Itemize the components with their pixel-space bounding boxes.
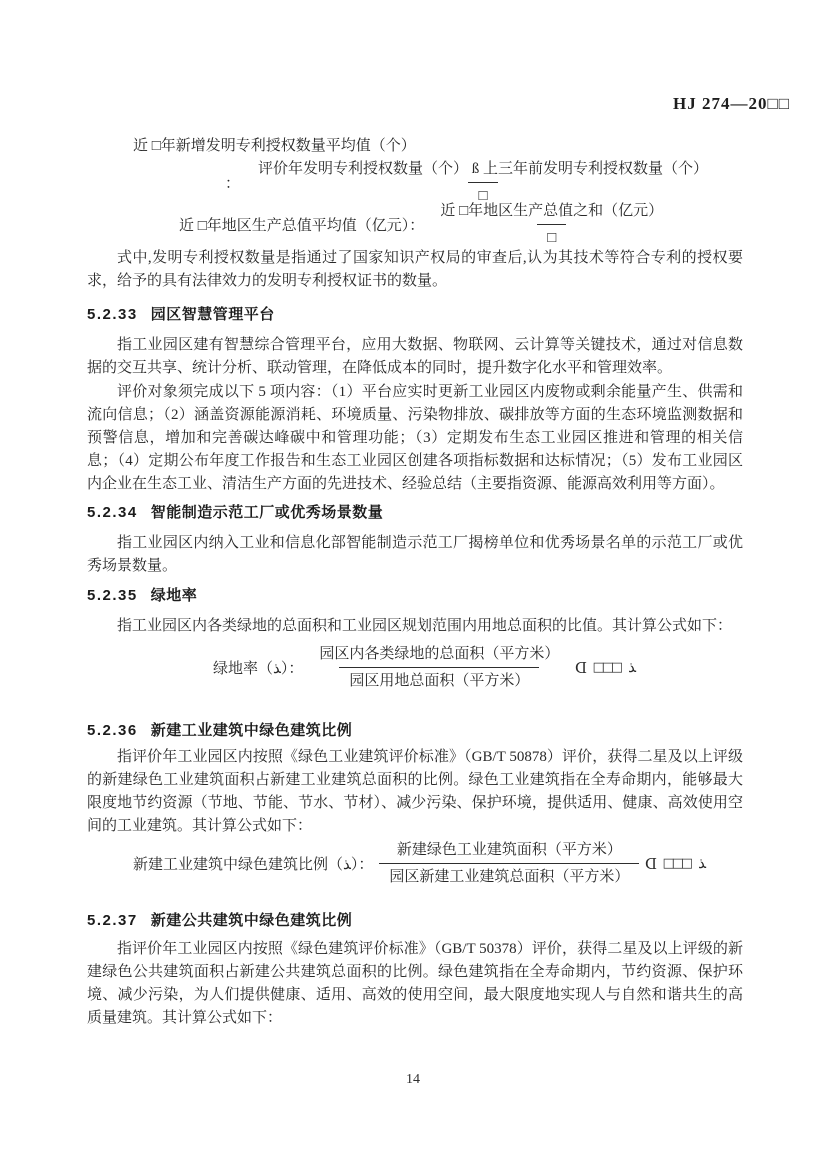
section-paragraph: 指评价年工业园区内按照《绿色工业建筑评价标准》（GB/T 50878）评价，获得二星及以上评级的新建绿色工业建筑面积占新建工业建筑总面积的比例。绿色工业建筑指在全寿命期内，能够最大限度地节约资源（节地、节能、节水、节材）、减少污染、保护环境，提供适用、健康、高效使用空间的工业建筑。其计算公式如下： — [87, 749, 743, 834]
page-number: 14 — [406, 1072, 420, 1087]
section-number: 5.2.36 — [87, 722, 138, 739]
fraction-numerator: 新建绿色工业建筑面积（平方米） — [396, 842, 622, 858]
section-title: 绿地率 — [150, 587, 198, 604]
fraction-denominator: 园区新建工业建筑总面积（平方米） — [379, 863, 639, 887]
fraction-denominator: □ — [537, 224, 566, 248]
mirrored-d-glyph: D — [645, 854, 658, 873]
section-heading-5-2-37 — [87, 909, 743, 930]
formula-patent — [87, 159, 826, 206]
section-title: 新建工业建筑中绿色建筑比例 — [150, 722, 353, 739]
fraction-denominator: □ — [468, 182, 497, 206]
fraction-numerator: 近 □年地区生产总值之和（亿元） — [440, 203, 664, 219]
section-title: 智能制造示范工厂或优秀场景数量 — [150, 504, 384, 521]
missing-glyph-boxes: □□□ — [662, 856, 690, 871]
section-heading-5-2-34 — [87, 501, 743, 522]
section-number: 5.2.35 — [87, 587, 138, 604]
formula-suffix — [645, 854, 706, 873]
mirrored-d-glyph: D — [575, 658, 588, 677]
section-number: 5.2.34 — [87, 504, 138, 521]
section-paragraph: 指评价年工业园区内按照《绿色建筑评价标准》（GB/T 50378）评价，获得二星及以上评级的新建绿色公共建筑面积占新建公共建筑总面积的比例。绿色建筑指在全寿命期内，节约资源、保护环境、减少污染，为人们提供健康、适用、高效的使用空间，最大限度地实现人与自然和谐共生的高质量建筑。其计算公式如下： — [87, 941, 743, 1026]
section-paragraph: 评价对象须完成以下 5 项内容：（1）平台应实时更新工业园区内废物或剩余能量产生、供需和流向信息；（2）涵盖资源能源消耗、环境质量、污染物排放、碳排放等方面的生态环境监测数据和预警信息，增加和完善碳达峰碳中和管理功能；（3）定期发布生态工业园区推进和管理的相关信息；（4）定期公布年度工作报告和生态工业园区创建各项指标数据和达标情况；（5）发布工业园区内企业在生态工业、清洁生产方面的先进技术、经验总结（主要指资源、能源高效利用等方面）。 — [87, 384, 743, 492]
formula-green-building — [87, 840, 789, 887]
section-heading-5-2-35 — [87, 584, 743, 605]
formula-label: 绿地率（ﺬ）： — [213, 661, 304, 677]
standard-code-header: HJ 274—20□□ — [672, 94, 790, 113]
substituted-glyph: ﺬ — [698, 856, 706, 872]
formula-label: 近 □年地区生产总值平均值（亿元）： — [179, 218, 425, 234]
document-content — [87, 0, 743, 1169]
missing-glyph-boxes: □□□ — [592, 660, 620, 675]
section-paragraph: 指工业园区内各类绿地的总面积和工业园区规划范围内用地总面积的比值。其计算公式如下： — [117, 618, 733, 634]
section-title: 园区智慧管理平台 — [150, 306, 275, 323]
formula-gdp — [87, 201, 826, 248]
section-title: 新建公共建筑中绿色建筑比例 — [150, 912, 353, 929]
formula-green-rate — [87, 644, 826, 691]
section-heading-5-2-36 — [87, 719, 743, 740]
fraction — [248, 159, 718, 206]
formula-patent-title: 近 □年新增发明专利授权数量平均值（个） — [133, 138, 416, 154]
fraction — [379, 840, 639, 887]
section-paragraph: 指工业园区建有智慧综合管理平台，应用大数据、物联网、云计算等关键技术，通过对信息数据的交互共享、统计分析、联动管理，在降低成本的同时，提升数字化水平和管理效率。 — [87, 337, 743, 376]
section-heading-5-2-33 — [87, 303, 743, 324]
section-number: 5.2.37 — [87, 912, 138, 929]
formula-operator: ： — [225, 176, 241, 192]
substituted-glyph: ﺬ — [628, 660, 636, 676]
formula-note-paragraph: 式中,发明专利授权数量是指通过了国家知识产权局的审查后,认为其技术等符合专利的授权要求，给予的具有法律效力的发明专利授权证书的数量。 — [87, 250, 743, 289]
section-number: 5.2.33 — [87, 306, 138, 323]
fraction — [430, 201, 673, 248]
formula-suffix — [575, 658, 636, 677]
fraction-denominator: 园区用地总面积（平方米） — [339, 667, 539, 691]
fraction-numerator: 园区内各类绿地的总面积（平方米） — [319, 646, 560, 662]
fraction-numerator: 评价年发明专利授权数量（个） ß 上三年前发明专利授权数量（个） — [258, 161, 709, 177]
section-paragraph: 指工业园区内纳入工业和信息化部智能制造示范工厂揭榜单位和优秀场景名单的示范工厂或优秀场景数量。 — [87, 535, 743, 574]
formula-label: 新建工业建筑中绿色建筑比例（ﺬ）： — [133, 857, 374, 873]
fraction — [309, 644, 569, 691]
